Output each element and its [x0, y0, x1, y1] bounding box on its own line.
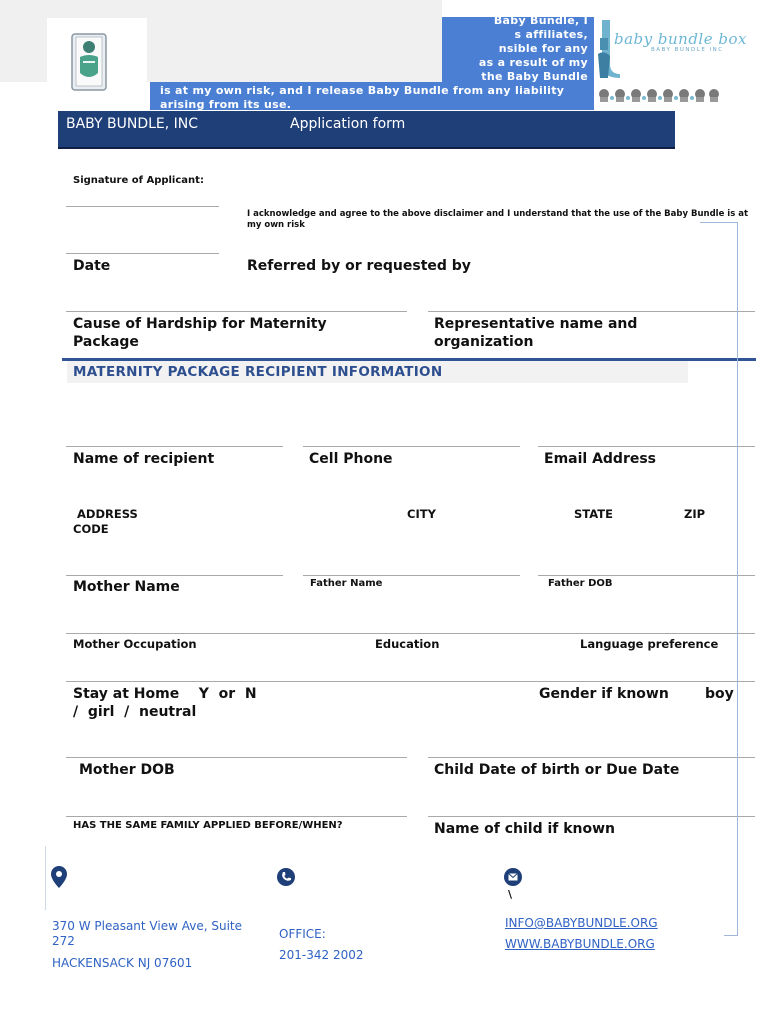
mail-icon — [504, 868, 522, 886]
frame-line — [737, 222, 738, 936]
child-dob-label: Child Date of birth or Due Date — [434, 762, 680, 778]
email-link[interactable]: INFO@BABYBUNDLE.ORG — [505, 916, 658, 930]
occupation-line[interactable] — [66, 633, 755, 634]
signature-label: Signature of Applicant: — [73, 175, 204, 186]
document-icon — [71, 33, 107, 91]
gender-label: Gender if known — [539, 686, 669, 702]
referred-label: Referred by or requested by — [247, 258, 471, 274]
cell-phone-line[interactable] — [303, 446, 520, 447]
address-line-1: 370 W Pleasant View Ave, Suite — [52, 919, 242, 933]
logo-subtitle: BABY BUNDLE INC — [651, 47, 724, 53]
recipient-name-label: Name of recipient — [73, 451, 215, 467]
representative-line[interactable] — [428, 311, 755, 312]
email-line[interactable] — [538, 446, 755, 447]
mother-name-line[interactable] — [66, 575, 283, 576]
language-label: Language preference — [580, 637, 719, 651]
state-label: STATE — [574, 507, 613, 521]
disclaimer-line: arising from its use. — [160, 98, 292, 111]
gender-boy-option: boy — [705, 686, 734, 702]
recipient-name-line[interactable] — [66, 446, 283, 447]
father-dob-line[interactable] — [538, 575, 755, 576]
section-title: MATERNITY PACKAGE RECIPIENT INFORMATION — [73, 364, 443, 380]
disclaimer-line: s affiliates, — [514, 28, 588, 41]
form-title: Application form — [290, 116, 406, 132]
hardship-line[interactable] — [66, 311, 407, 312]
disclaimer-line: nsible for any — [498, 42, 588, 55]
disclaimer-line: the Baby Bundle — [481, 70, 588, 83]
date-label: Date — [73, 258, 111, 274]
representative-label: Representative name and organization — [434, 316, 638, 350]
zip-label: ZIP — [684, 507, 706, 521]
stay-home-line[interactable] — [66, 681, 755, 682]
frame-line — [700, 222, 737, 223]
gender-other-options: / girl / neutral — [73, 704, 197, 720]
acknowledge-text: I acknowledge and agree to the above disclaimer and I understand that the use of the Baby Bundle is at my own risk — [247, 209, 749, 230]
phone-icon — [277, 868, 295, 886]
father-name-line[interactable] — [303, 575, 520, 576]
stray-backslash: \ — [508, 888, 513, 901]
address-line-3: HACKENSACK NJ 07601 — [52, 956, 193, 970]
mother-dob-label: Mother DOB — [79, 762, 175, 778]
mother-name-label: Mother Name — [73, 579, 180, 595]
website-link[interactable]: WWW.BABYBUNDLE.ORG — [505, 937, 655, 951]
logo-name: baby bundle box — [614, 30, 747, 48]
hardship-label: Cause of Hardship for Maternity Package — [73, 316, 327, 350]
office-label: OFFICE: — [279, 927, 326, 941]
applied-before-line[interactable] — [66, 816, 407, 817]
stay-home-label: Stay at Home Y or N — [73, 686, 257, 702]
disclaimer-line: as a result of my — [478, 56, 588, 69]
frame-line — [45, 846, 46, 910]
disclaimer-line: is at my own risk, and I release Baby Bundle from any liability — [160, 84, 565, 97]
city-label: CITY — [407, 507, 436, 521]
address-line-2: 272 — [52, 934, 75, 948]
applied-before-label: HAS THE SAME FAMILY APPLIED BEFORE/WHEN? — [73, 820, 343, 831]
address-code-label: CODE — [73, 522, 109, 536]
frame-line — [724, 935, 738, 936]
education-label: Education — [375, 637, 440, 651]
father-name-label: Father Name — [310, 578, 383, 589]
father-dob-label: Father DOB — [548, 578, 613, 589]
cell-phone-label: Cell Phone — [309, 451, 393, 467]
email-label: Email Address — [544, 451, 657, 467]
mother-dob-line[interactable] — [66, 757, 407, 758]
child-name-label: Name of child if known — [434, 821, 616, 837]
date-line[interactable] — [66, 253, 219, 254]
company-name: BABY BUNDLE, INC — [66, 116, 199, 132]
office-phone[interactable]: 201-342 2002 — [279, 948, 364, 962]
address-label: ADDRESS — [77, 507, 138, 521]
signature-line[interactable] — [66, 206, 219, 207]
child-name-line[interactable] — [428, 816, 755, 817]
location-pin-icon — [51, 866, 67, 888]
disclaimer-line: Baby Bundle, I — [493, 14, 588, 27]
mother-occupation-label: Mother Occupation — [73, 637, 197, 651]
child-dob-line[interactable] — [428, 757, 755, 758]
